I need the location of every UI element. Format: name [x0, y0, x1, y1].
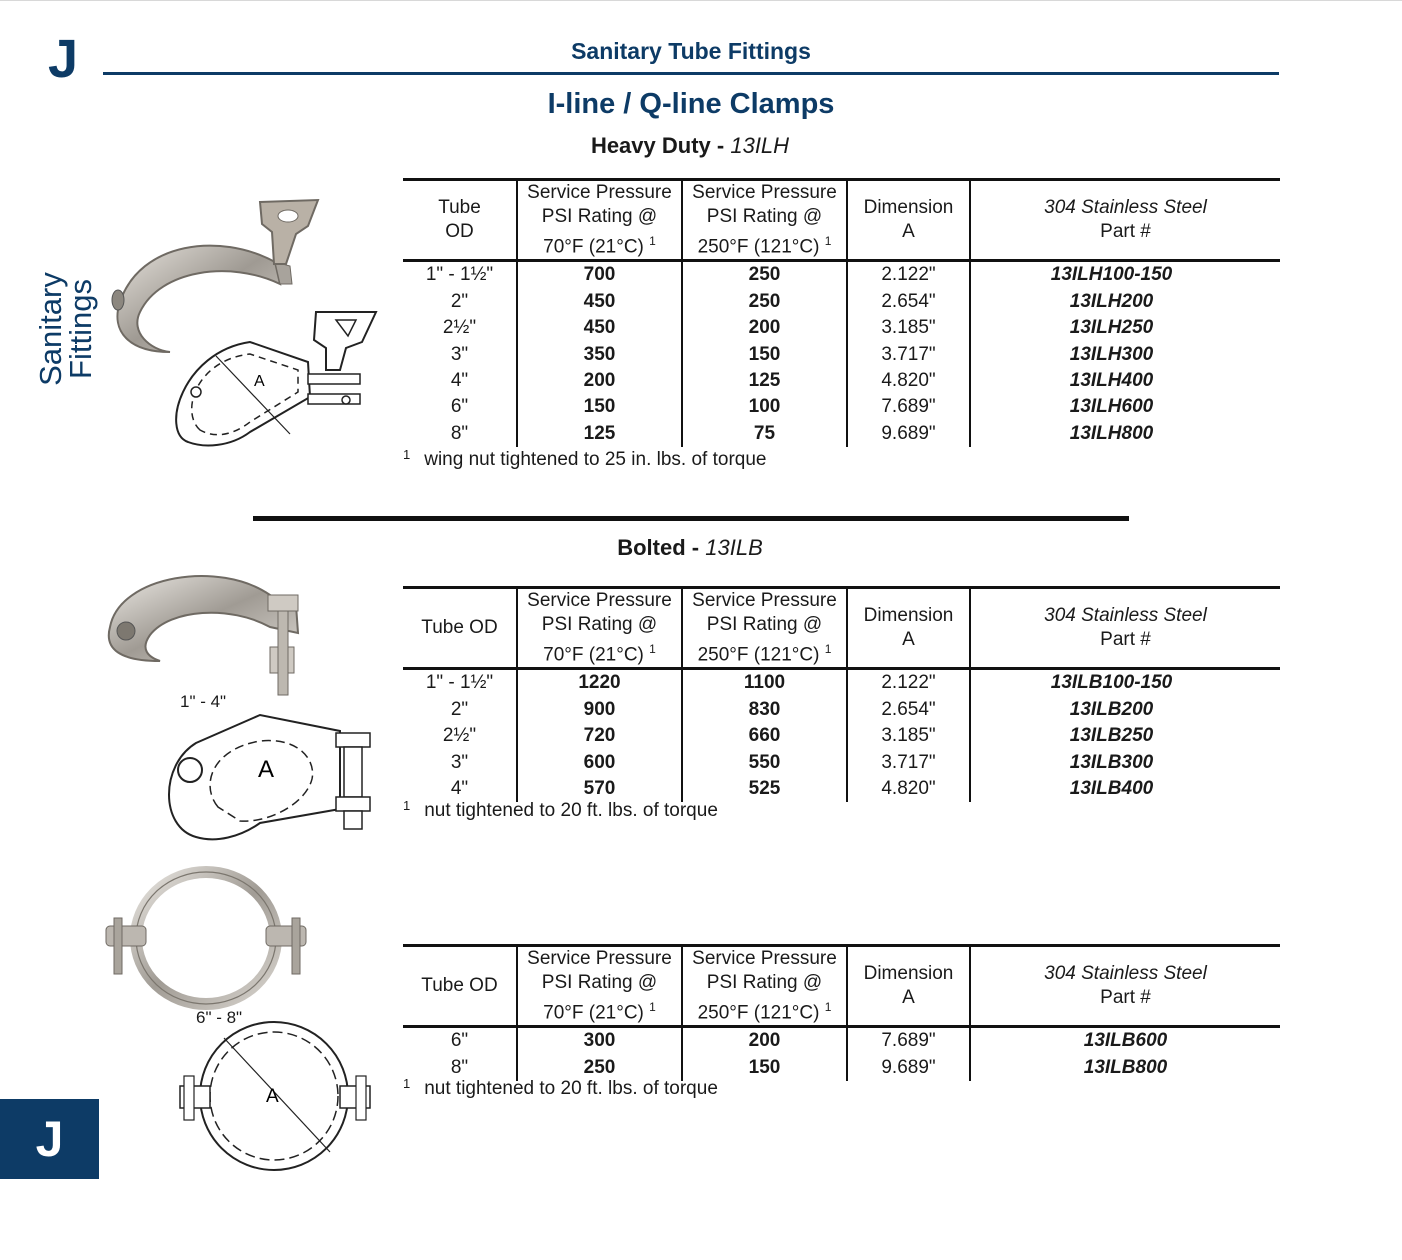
bolted-size-label-large: 6" - 8"	[196, 1008, 243, 1027]
bolted-dimension-a-label: A	[258, 756, 275, 783]
col-pressure-70f: Service Pressure PSI Rating @ 70°F (21°C) $^1$	[517, 180, 682, 261]
table-row: 8" 250 150 9.689" 13ILB800	[403, 1055, 1280, 1081]
table-row: 6" 300 200 7.689" 13ILB600	[403, 1027, 1280, 1055]
heavy-duty-dimension-a-label: A	[254, 373, 265, 390]
section-letter: J	[48, 29, 79, 89]
table-row: 1" - 1½" 1220 1100 2.122" 13ILB100-150	[403, 669, 1280, 697]
heavy-duty-clamp-photo	[100, 192, 390, 462]
col-pressure-250f: Service Pressure PSI Rating @ 250°F (121°C) $^1$	[682, 946, 847, 1027]
table-header-row	[403, 946, 1280, 1027]
col-part-number: 304 Stainless Steel Part #	[970, 588, 1280, 669]
table-header-row	[403, 588, 1280, 669]
col-dimension-a: Dimension A	[847, 946, 970, 1027]
page-top-border	[0, 0, 1402, 1]
table-row: 6" 150 100 7.689" 13ILH600	[403, 394, 1280, 420]
heavy-duty-spec-table	[403, 178, 1280, 447]
col-tube-od: Tube OD	[403, 588, 517, 669]
col-pressure-70f: Service Pressure PSI Rating @ 70°F (21°C) $^1$	[517, 946, 682, 1027]
table-row: 8" 125 75 9.689" 13ILH800	[403, 421, 1280, 447]
table-header-row	[403, 180, 1280, 261]
section-letter-tab: J	[0, 1099, 99, 1179]
heavy-duty-title-text: Heavy Duty -	[590, 133, 725, 158]
table-row: 1" - 1½" 700 250 2.122" 13ILH100-150	[403, 261, 1280, 289]
heavy-duty-footnote: $^1$ wing nut tightened to 25 in. lbs. of torque	[403, 447, 767, 470]
col-dimension-a: Dimension A	[847, 588, 970, 669]
header-rule	[103, 72, 1279, 75]
heavy-duty-code: 13ILH	[730, 133, 790, 158]
col-tube-od: Tube OD	[403, 180, 517, 261]
bolted-large-footnote: $^1$ nut tightened to 20 ft. lbs. of torque	[403, 1076, 718, 1099]
sidebar-section-label	[33, 264, 98, 394]
table-row: 2½" 450 200 3.185" 13ILH250	[403, 315, 1280, 341]
col-pressure-70f: Service Pressure PSI Rating @ 70°F (21°C) $^1$	[517, 588, 682, 669]
page-title: I-line / Q-line Clamps	[547, 88, 835, 120]
bolted-large-spec-table	[403, 944, 1280, 1081]
col-tube-od: Tube OD	[403, 946, 517, 1027]
table-row: 2" 900 830 2.654" 13ILB200	[403, 697, 1280, 723]
heavy-duty-title	[400, 133, 980, 159]
sidebar-label-line2: Fittings	[63, 279, 98, 379]
bolted-title	[400, 535, 980, 561]
bolted-footnote: $^1$ nut tightened to 20 ft. lbs. of torque	[403, 798, 718, 821]
bolted-title-text: Bolted -	[617, 535, 700, 560]
bolted-large-clamp-photo	[100, 862, 390, 1174]
table-row: 3" 350 150 3.717" 13ILH300	[403, 342, 1280, 368]
table-row: 2" 450 250 2.654" 13ILH200	[403, 289, 1280, 315]
section-divider	[253, 516, 1129, 521]
col-part-number: 304 Stainless Steel Part #	[970, 946, 1280, 1027]
col-pressure-250f: Service Pressure PSI Rating @ 250°F (121°C) $^1$	[682, 180, 847, 261]
bolted-large-dimension-a-label: A	[266, 1086, 279, 1107]
bolted-clamp-photo	[100, 565, 390, 845]
col-pressure-250f: Service Pressure PSI Rating @ 250°F (121°C) $^1$	[682, 588, 847, 669]
bolted-size-label-small: 1" - 4"	[180, 692, 227, 711]
table-row: 4" 570 525 4.820" 13ILB400	[403, 776, 1280, 802]
table-row: 4" 200 125 4.820" 13ILH400	[403, 368, 1280, 394]
sidebar-label-line1: Sanitary	[33, 272, 68, 386]
table-row: 2½" 720 660 3.185" 13ILB250	[403, 723, 1280, 749]
col-dimension-a: Dimension A	[847, 180, 970, 261]
bolted-spec-table	[403, 586, 1280, 802]
bolted-code: 13ILB	[705, 535, 763, 560]
table-row: 3" 600 550 3.717" 13ILB300	[403, 750, 1280, 776]
col-part-number: 304 Stainless Steel Part #	[970, 180, 1280, 261]
header-title: Sanitary Tube Fittings	[571, 38, 811, 64]
